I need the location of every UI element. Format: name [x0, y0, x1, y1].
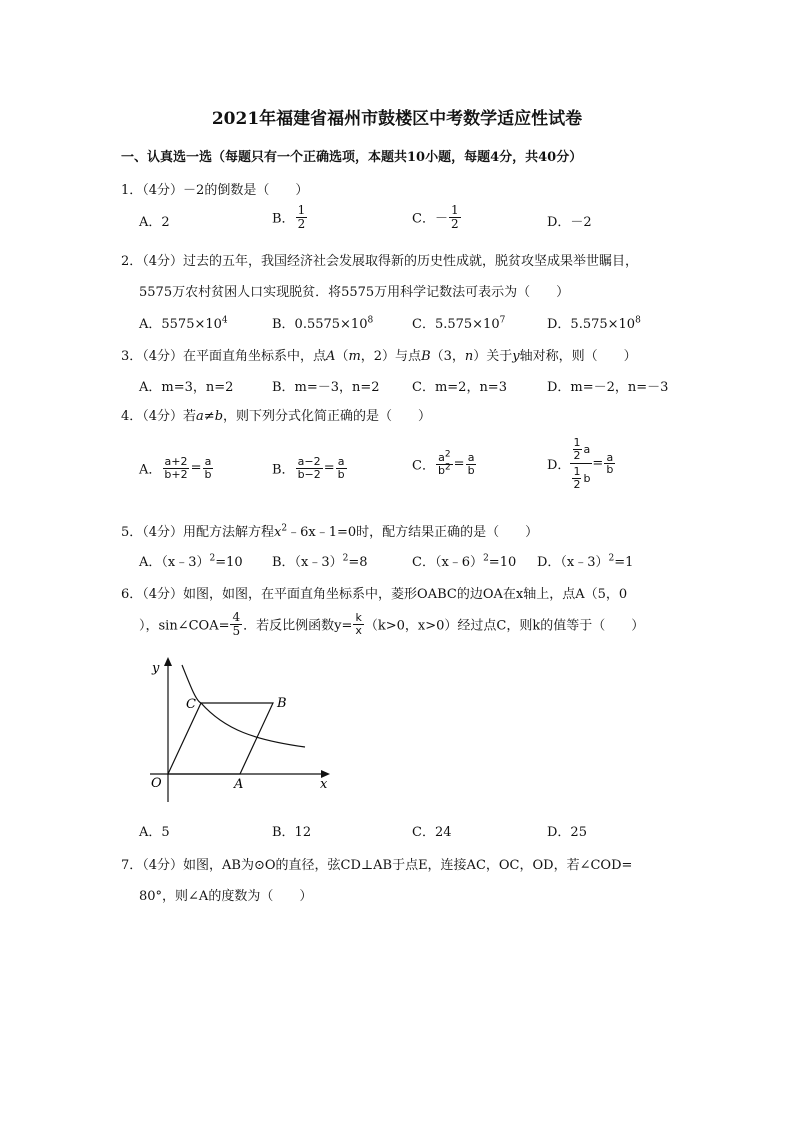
q5-option-b: B．（x﹣3）$^2$=8 [272, 553, 368, 570]
q5-option-a: A．（x﹣3）$^2$=10 [139, 553, 243, 570]
q5-option-d: D．（x﹣3）$^2$=1 [537, 553, 634, 570]
question-7-line-2: 80°，则∠A的度数为（ ） [139, 889, 313, 904]
question-5-stem: 5．（4分）用配方法解方程$x^2﹣6x﹣1=0$时，配方结果正确的是（ ） [121, 523, 539, 540]
q6-option-b: B．12 [272, 825, 312, 840]
q2-option-b: B．$0.5575\times 10^8$ [272, 315, 374, 332]
fraction-half: $\frac{1}{2}$ [450, 203, 459, 231]
question-4-stem: 4．（4分）若a≠b，则下列分式化简正确的是（ ） [121, 409, 432, 424]
page-title: 2021年福建省福州市鼓楼区中考数学适应性试卷 [211, 109, 583, 129]
q4-option-d: D． $\frac{1}{2}$ a $\frac{1}{2}$ b = $\frac{a}{b}$ [547, 436, 614, 491]
q2-option-a: A．$5575\times 10^4$ [139, 315, 228, 332]
section-heading: 一、认真选一选（每题只有一个正确选项，本题共10小题，每题4分，共40分） [121, 150, 583, 165]
fig-label-x: x [320, 777, 328, 792]
q2-option-c: C．$5.575\times 10^7$ [412, 315, 506, 332]
fig-label-b: B [277, 696, 287, 711]
question-7-line-1: 7．（4分）如图，AB为⊙O的直径，弦CD⊥AB于点E，连接AC，OC，OD，若∠COD= [121, 858, 633, 873]
question-2-line-2: 5575万农村贫困人口实现脱贫．将5575万用科学记数法可表示为（ ） [139, 285, 570, 300]
q6-option-c: C．24 [412, 825, 452, 840]
fig-label-c: C [186, 697, 196, 712]
q4-option-b: B． $\frac{a-2}{b-2}$ = $\frac{a}{b}$ [272, 455, 345, 481]
q1-option-a: A．2 [139, 215, 170, 230]
rhombus-hyperbola-figure [140, 655, 340, 805]
question-1-stem: 1．（4分）－2的倒数是（ ） [121, 183, 309, 198]
q3-option-a: A．m=3，n=2 [139, 380, 234, 395]
q1-option-b: B． $\frac{1}{2}$ [272, 203, 306, 231]
q3-option-b: B．m=－3，n=2 [272, 380, 380, 395]
fig-label-o: O [151, 776, 162, 791]
q3-option-d: D．m=－2，n=－3 [547, 380, 669, 395]
y-axis-arrow [164, 657, 172, 666]
fig-label-y: y [152, 661, 160, 676]
q4-option-a: A． $\frac{a+2}{b+2}$ = $\frac{a}{b}$ [139, 455, 212, 481]
fig-label-a: A [234, 777, 244, 792]
q3-option-c: C．m=2，n=3 [412, 380, 507, 395]
fraction-half: $\frac{1}{2}$ [297, 203, 306, 231]
question-3-stem: 3．（4分）在平面直角坐标系中，点A（m，2）与点B（3，n）关于y轴对称，则（ ） [121, 349, 637, 364]
q5-option-c: C．（x﹣6）$^2$=10 [412, 553, 517, 570]
q2-option-d: D．$5.575\times 10^8$ [547, 315, 641, 332]
question-6-line-1: 6．（4分）如图，如图，在平面直角坐标系中，菱形OABC的边OA在x轴上，点A（5，0 [121, 587, 628, 602]
q6-option-a: A．5 [139, 825, 170, 840]
q4-option-c: C． $\frac{a^2}{b^2}$ = $\frac{a}{b}$ [412, 449, 475, 477]
rhombus-oabc [168, 703, 273, 774]
question-2-line-1: 2．（4分）过去的五年，我国经济社会发展取得新的历史性成就，脱贫攻坚成果举世瞩目， [121, 254, 639, 269]
q6-option-d: D．25 [547, 825, 587, 840]
q1-option-c: C．－ $\frac{1}{2}$ [412, 203, 459, 231]
question-6-line-2: ），sin∠COA= $\frac{4}{5}$ ．若反比例函数y= $\frac{k}{x}$ （k>0，x>0）经过点C，则k的值等于（ ） [139, 610, 645, 638]
q1-option-d: D．－2 [547, 215, 592, 230]
